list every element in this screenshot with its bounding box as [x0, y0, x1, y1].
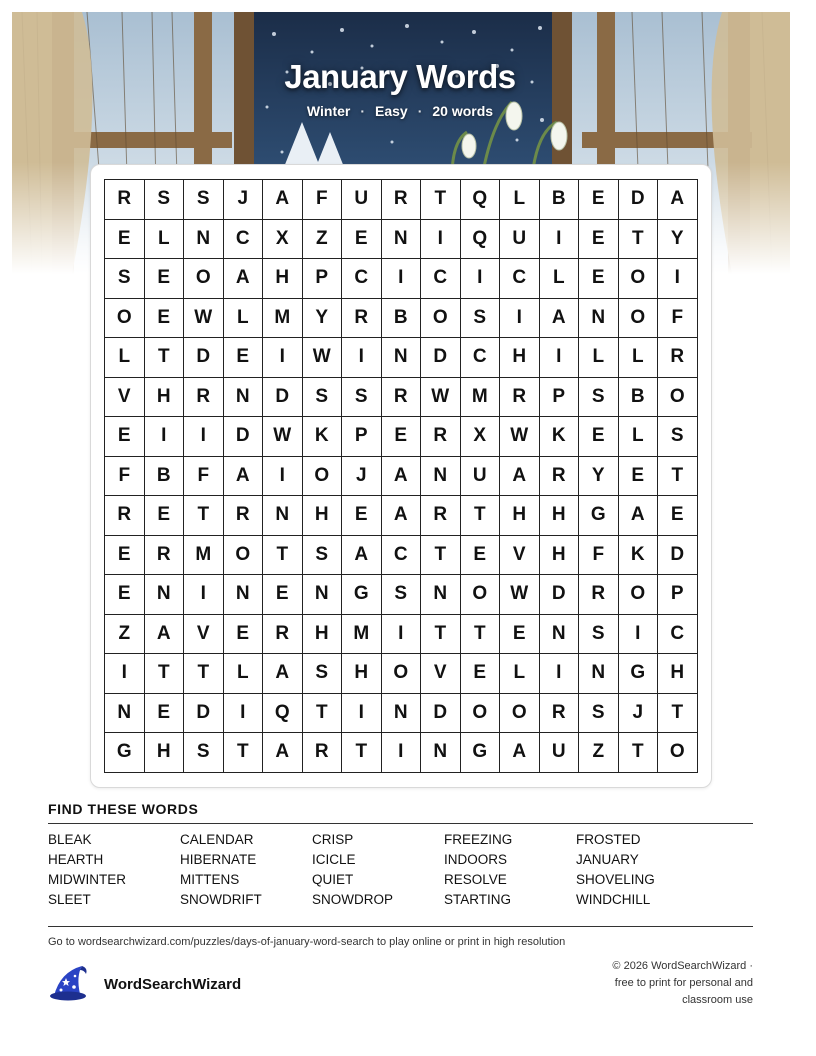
grid-cell[interactable]: C	[500, 259, 540, 299]
meta-theme: Winter	[306, 103, 351, 119]
grid-cell[interactable]: W	[263, 417, 303, 457]
grid-cell[interactable]: I	[105, 654, 145, 694]
grid-cell[interactable]: R	[145, 536, 185, 576]
copyright-line: © 2026 WordSearchWizard ·	[612, 960, 753, 972]
puzzle-meta	[0, 103, 800, 119]
grid-cell[interactable]: C	[382, 536, 422, 576]
grid-cell[interactable]: A	[382, 496, 422, 536]
grid-cell[interactable]: L	[500, 180, 540, 220]
grid-cell[interactable]: P	[303, 259, 343, 299]
grid-cell[interactable]: S	[184, 733, 224, 773]
divider	[48, 926, 753, 927]
grid-cell[interactable]: T	[184, 654, 224, 694]
grid-cell[interactable]: N	[263, 496, 303, 536]
grid-cell[interactable]: Z	[579, 733, 619, 773]
brand[interactable]	[48, 962, 241, 1007]
grid-cell[interactable]: W	[500, 417, 540, 457]
grid-cell[interactable]: D	[619, 180, 659, 220]
grid-cell[interactable]: P	[342, 417, 382, 457]
grid-cell[interactable]: T	[421, 536, 461, 576]
grid-cell[interactable]: W	[421, 378, 461, 418]
grid-cell[interactable]: E	[342, 496, 382, 536]
grid-cell[interactable]: I	[224, 694, 264, 734]
grid-cell[interactable]: G	[105, 733, 145, 773]
grid-cell[interactable]: E	[579, 417, 619, 457]
copyright-line: classroom use	[682, 994, 753, 1006]
grid-cell[interactable]: Z	[303, 220, 343, 260]
grid-cell[interactable]: O	[421, 299, 461, 339]
grid-cell[interactable]: H	[263, 259, 303, 299]
grid-cell[interactable]: I	[263, 457, 303, 497]
grid-cell[interactable]: R	[382, 180, 422, 220]
grid-cell[interactable]: T	[658, 694, 698, 734]
grid-cell[interactable]: E	[579, 180, 619, 220]
grid-cell[interactable]: W	[184, 299, 224, 339]
grid-cell[interactable]: Q	[461, 180, 501, 220]
grid-cell[interactable]: L	[224, 654, 264, 694]
grid-cell[interactable]: M	[342, 615, 382, 655]
grid-cell[interactable]: T	[421, 615, 461, 655]
grid-cell[interactable]: F	[579, 536, 619, 576]
word-item: HEARTH	[48, 852, 104, 867]
grid-cell[interactable]: S	[579, 694, 619, 734]
grid-cell[interactable]: I	[145, 417, 185, 457]
grid-cell[interactable]: S	[303, 536, 343, 576]
word-item: SHOVELING	[576, 872, 655, 887]
grid-cell[interactable]: E	[658, 496, 698, 536]
grid-cell[interactable]: H	[500, 496, 540, 536]
grid-cell[interactable]: R	[105, 180, 145, 220]
grid-cell[interactable]: O	[658, 378, 698, 418]
grid-cell[interactable]: S	[303, 654, 343, 694]
grid-cell[interactable]: D	[184, 338, 224, 378]
grid-cell[interactable]: R	[382, 378, 422, 418]
grid-cell[interactable]: C	[461, 338, 501, 378]
grid-cell[interactable]: S	[658, 417, 698, 457]
footer-link[interactable]: Go to wordsearchwizard.com/puzzles/days-of-january-word-search to play online or print in high resolution	[48, 936, 566, 948]
grid-cell[interactable]: N	[303, 575, 343, 615]
grid-cell[interactable]: N	[421, 575, 461, 615]
grid-cell[interactable]: N	[224, 378, 264, 418]
grid-cell[interactable]: O	[184, 259, 224, 299]
grid-cell[interactable]: S	[461, 299, 501, 339]
grid-cell[interactable]: P	[540, 378, 580, 418]
word-item: FREEZING	[444, 832, 513, 847]
grid-cell[interactable]: S	[105, 259, 145, 299]
grid-cell[interactable]: C	[421, 259, 461, 299]
grid-cell[interactable]: I	[461, 259, 501, 299]
word-item: JANUARY	[576, 852, 639, 867]
grid-cell[interactable]: H	[342, 654, 382, 694]
grid-cell[interactable]: K	[540, 417, 580, 457]
grid-cell[interactable]: R	[421, 496, 461, 536]
grid-cell[interactable]: T	[619, 220, 659, 260]
word-list	[48, 832, 753, 912]
grid-cell[interactable]: N	[382, 694, 422, 734]
grid-cell[interactable]: N	[421, 457, 461, 497]
grid-cell[interactable]: H	[540, 496, 580, 536]
grid-cell[interactable]: R	[263, 615, 303, 655]
grid-cell[interactable]: U	[342, 180, 382, 220]
grid-cell[interactable]: Q	[461, 220, 501, 260]
grid-cell[interactable]: E	[105, 417, 145, 457]
grid-cell[interactable]: R	[540, 457, 580, 497]
grid-cell[interactable]: L	[224, 299, 264, 339]
word-item: MITTENS	[180, 872, 240, 887]
grid-cell[interactable]: R	[342, 299, 382, 339]
grid-cell[interactable]: R	[421, 417, 461, 457]
grid-cell[interactable]: G	[579, 496, 619, 536]
grid-cell[interactable]: A	[540, 299, 580, 339]
grid-cell[interactable]: H	[145, 733, 185, 773]
grid-cell[interactable]: B	[382, 299, 422, 339]
grid-cell[interactable]: O	[619, 259, 659, 299]
meta-separator: ·	[417, 103, 423, 119]
grid-cell[interactable]: I	[540, 338, 580, 378]
grid-cell[interactable]: T	[421, 180, 461, 220]
grid-cell[interactable]: A	[342, 536, 382, 576]
word-item: CRISP	[312, 832, 354, 847]
grid-cell[interactable]: C	[224, 220, 264, 260]
grid-cell[interactable]: T	[658, 457, 698, 497]
word-item: SNOWDRIFT	[180, 892, 262, 907]
grid-cell[interactable]: V	[184, 615, 224, 655]
grid-cell[interactable]: F	[658, 299, 698, 339]
grid-cell[interactable]: S	[303, 378, 343, 418]
grid-cell[interactable]: O	[224, 536, 264, 576]
grid-cell[interactable]: R	[658, 338, 698, 378]
grid-cell[interactable]: G	[461, 733, 501, 773]
grid-cell[interactable]: E	[224, 338, 264, 378]
grid-cell[interactable]: T	[461, 615, 501, 655]
grid-cell[interactable]: L	[105, 338, 145, 378]
grid-cell[interactable]: A	[263, 733, 303, 773]
grid-cell[interactable]: A	[263, 180, 303, 220]
grid-cell[interactable]: E	[382, 417, 422, 457]
grid-cell[interactable]: W	[500, 575, 540, 615]
grid-cell[interactable]: J	[619, 694, 659, 734]
grid-cell[interactable]: D	[540, 575, 580, 615]
grid-cell[interactable]: O	[461, 694, 501, 734]
grid-cell[interactable]: I	[382, 259, 422, 299]
grid-cell[interactable]: T	[145, 654, 185, 694]
grid-cell[interactable]: X	[263, 220, 303, 260]
grid-cell[interactable]: Y	[303, 299, 343, 339]
grid-cell[interactable]: K	[619, 536, 659, 576]
grid-cell[interactable]: T	[619, 733, 659, 773]
grid-cell[interactable]: P	[658, 575, 698, 615]
grid-cell[interactable]: E	[145, 694, 185, 734]
grid-cell[interactable]: I	[342, 338, 382, 378]
grid-cell[interactable]: L	[619, 338, 659, 378]
grid-cell[interactable]: E	[145, 299, 185, 339]
grid-cell[interactable]: A	[145, 615, 185, 655]
grid-cell[interactable]: Y	[579, 457, 619, 497]
grid-cell[interactable]: L	[579, 338, 619, 378]
grid-cell[interactable]: H	[145, 378, 185, 418]
grid-cell[interactable]: T	[224, 733, 264, 773]
word-item: QUIET	[312, 872, 354, 887]
grid-cell[interactable]: A	[263, 654, 303, 694]
word-item: STARTING	[444, 892, 512, 907]
grid-cell[interactable]: F	[303, 180, 343, 220]
grid-cell[interactable]: I	[263, 338, 303, 378]
grid-cell[interactable]: A	[224, 457, 264, 497]
grid-cell[interactable]: U	[540, 733, 580, 773]
grid-cell[interactable]: Q	[263, 694, 303, 734]
grid-cell[interactable]: D	[263, 378, 303, 418]
grid-cell[interactable]: D	[184, 694, 224, 734]
letter-grid	[104, 179, 698, 773]
grid-cell[interactable]: I	[658, 259, 698, 299]
grid-cell[interactable]: N	[105, 694, 145, 734]
grid-cell[interactable]: O	[382, 654, 422, 694]
grid-cell[interactable]: C	[658, 615, 698, 655]
grid-cell[interactable]: R	[500, 378, 540, 418]
grid-cell[interactable]: U	[461, 457, 501, 497]
meta-difficulty: Easy	[375, 103, 408, 119]
grid-cell[interactable]: J	[224, 180, 264, 220]
grid-cell[interactable]: I	[540, 654, 580, 694]
grid-cell[interactable]: A	[224, 259, 264, 299]
grid-cell[interactable]: R	[540, 694, 580, 734]
word-item: SLEET	[48, 892, 91, 907]
grid-cell[interactable]: H	[658, 654, 698, 694]
grid-cell[interactable]: E	[619, 457, 659, 497]
grid-cell[interactable]: T	[145, 338, 185, 378]
grid-cell[interactable]: H	[303, 615, 343, 655]
word-item: HIBERNATE	[180, 852, 257, 867]
grid-cell[interactable]: Z	[105, 615, 145, 655]
grid-cell[interactable]: D	[224, 417, 264, 457]
grid-cell[interactable]: I	[382, 615, 422, 655]
grid-cell[interactable]: O	[619, 575, 659, 615]
grid-cell[interactable]: W	[303, 338, 343, 378]
grid-cell[interactable]: N	[382, 220, 422, 260]
grid-cell[interactable]: N	[579, 299, 619, 339]
grid-cell[interactable]: N	[382, 338, 422, 378]
grid-cell[interactable]: R	[184, 378, 224, 418]
grid-cell[interactable]: H	[540, 536, 580, 576]
grid-cell[interactable]: G	[619, 654, 659, 694]
meta-separator: ·	[360, 103, 366, 119]
word-item: WINDCHILL	[576, 892, 651, 907]
word-item: MIDWINTER	[48, 872, 126, 887]
grid-cell[interactable]: V	[421, 654, 461, 694]
grid-cell[interactable]: N	[224, 575, 264, 615]
grid-cell[interactable]: E	[105, 536, 145, 576]
grid-cell[interactable]: E	[145, 259, 185, 299]
word-item: SNOWDROP	[312, 892, 393, 907]
grid-cell[interactable]: A	[658, 180, 698, 220]
grid-cell[interactable]: N	[540, 615, 580, 655]
word-item: INDOORS	[444, 852, 508, 867]
grid-cell[interactable]: E	[579, 220, 619, 260]
grid-cell[interactable]: E	[500, 615, 540, 655]
grid-cell[interactable]: O	[619, 299, 659, 339]
grid-cell[interactable]: A	[500, 733, 540, 773]
grid-cell[interactable]: B	[619, 378, 659, 418]
grid-cell[interactable]: B	[145, 457, 185, 497]
grid-cell[interactable]: O	[461, 575, 501, 615]
grid-cell[interactable]: A	[619, 496, 659, 536]
grid-cell[interactable]: V	[105, 378, 145, 418]
grid-cell[interactable]: B	[540, 180, 580, 220]
grid-cell[interactable]: N	[184, 220, 224, 260]
grid-cell[interactable]: E	[579, 259, 619, 299]
grid-cell[interactable]: I	[184, 575, 224, 615]
grid-cell[interactable]: E	[224, 615, 264, 655]
grid-cell[interactable]: E	[105, 220, 145, 260]
word-item: FROSTED	[576, 832, 641, 847]
word-item: RESOLVE	[444, 872, 507, 887]
grid-cell[interactable]: S	[579, 615, 619, 655]
grid-cell[interactable]: T	[303, 694, 343, 734]
grid-cell[interactable]: I	[540, 220, 580, 260]
grid-cell[interactable]: J	[342, 457, 382, 497]
brand-name: WordSearchWizard	[104, 976, 242, 993]
grid-cell[interactable]: S	[579, 378, 619, 418]
grid-cell[interactable]: E	[342, 220, 382, 260]
grid-cell[interactable]: X	[461, 417, 501, 457]
puzzle-title: January Words	[284, 58, 516, 95]
grid-cell[interactable]: I	[500, 299, 540, 339]
grid-cell[interactable]: T	[184, 496, 224, 536]
grid-cell[interactable]: E	[105, 575, 145, 615]
grid-cell[interactable]: L	[540, 259, 580, 299]
grid-cell[interactable]: A	[500, 457, 540, 497]
grid-cell[interactable]: H	[500, 338, 540, 378]
grid-cell[interactable]: L	[145, 220, 185, 260]
grid-cell[interactable]: F	[184, 457, 224, 497]
divider	[48, 823, 753, 824]
grid-cell[interactable]: I	[184, 417, 224, 457]
meta-word-count: 20 words	[432, 103, 494, 119]
grid-cell[interactable]: T	[461, 496, 501, 536]
grid-cell[interactable]: T	[263, 536, 303, 576]
grid-cell[interactable]: I	[619, 615, 659, 655]
grid-cell[interactable]: E	[263, 575, 303, 615]
grid-cell[interactable]: A	[382, 457, 422, 497]
grid-cell[interactable]: I	[382, 733, 422, 773]
grid-cell[interactable]: N	[579, 654, 619, 694]
grid-cell[interactable]: O	[105, 299, 145, 339]
word-item: ICICLE	[312, 852, 356, 867]
grid-cell[interactable]: L	[619, 417, 659, 457]
copyright-line: free to print for personal and	[614, 977, 753, 989]
grid-cell[interactable]: S	[342, 378, 382, 418]
grid-cell[interactable]: I	[421, 220, 461, 260]
wizard-hat-icon	[48, 962, 92, 1007]
grid-cell[interactable]: S	[184, 180, 224, 220]
grid-cell[interactable]: M	[184, 536, 224, 576]
copyright	[563, 958, 753, 1009]
grid-cell[interactable]: D	[658, 536, 698, 576]
grid-cell[interactable]: F	[105, 457, 145, 497]
grid-cell[interactable]: E	[461, 654, 501, 694]
grid-cell[interactable]: I	[342, 694, 382, 734]
grid-cell[interactable]: E	[461, 536, 501, 576]
grid-cell[interactable]: D	[421, 694, 461, 734]
grid-cell[interactable]: S	[382, 575, 422, 615]
grid-cell[interactable]: V	[500, 536, 540, 576]
grid-cell[interactable]: D	[421, 338, 461, 378]
grid-cell[interactable]: R	[105, 496, 145, 536]
grid-cell[interactable]: L	[500, 654, 540, 694]
word-item: CALENDAR	[180, 832, 254, 847]
word-list-heading: FIND THESE WORDS	[48, 801, 199, 817]
grid-cell[interactable]: M	[263, 299, 303, 339]
grid-cell[interactable]: U	[500, 220, 540, 260]
grid-cell[interactable]: R	[579, 575, 619, 615]
grid-cell[interactable]: R	[303, 733, 343, 773]
grid-cell[interactable]: O	[658, 733, 698, 773]
grid-cell[interactable]: O	[500, 694, 540, 734]
grid-cell[interactable]: C	[342, 259, 382, 299]
grid-cell[interactable]: N	[145, 575, 185, 615]
grid-cell[interactable]: E	[145, 496, 185, 536]
grid-cell[interactable]: T	[342, 733, 382, 773]
grid-cell[interactable]: R	[224, 496, 264, 536]
grid-cell[interactable]: N	[421, 733, 461, 773]
grid-cell[interactable]: M	[461, 378, 501, 418]
grid-cell[interactable]: K	[303, 417, 343, 457]
grid-cell[interactable]: O	[303, 457, 343, 497]
grid-cell[interactable]: H	[303, 496, 343, 536]
word-item: BLEAK	[48, 832, 92, 847]
grid-cell[interactable]: S	[145, 180, 185, 220]
grid-cell[interactable]: G	[342, 575, 382, 615]
grid-cell[interactable]: Y	[658, 220, 698, 260]
